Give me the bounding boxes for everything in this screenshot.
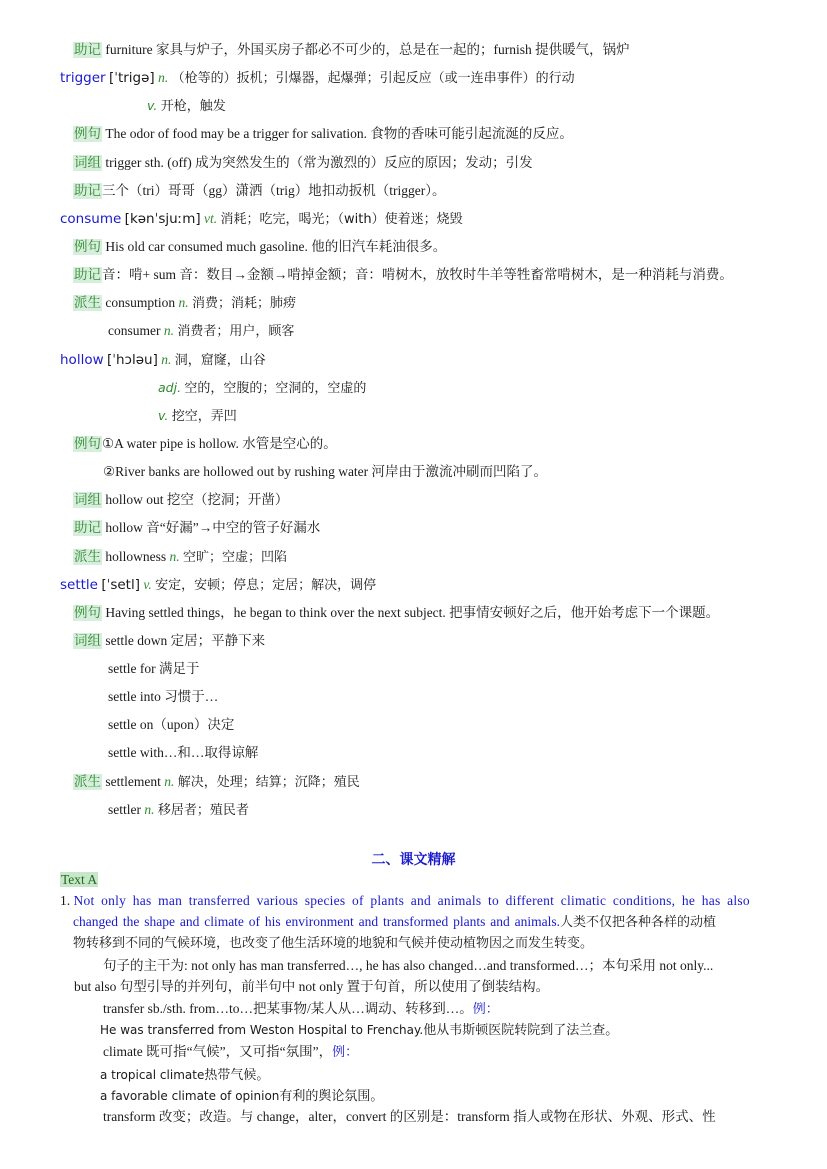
structure-text: but also 句型引导的并列句，前半句中 not only 置于句首，所以使用了倒装结构。 [74,979,550,994]
part-of-speech: n. [158,70,169,85]
definition: 解决，处理；结算；沉降；殖民 [177,775,360,790]
phrase-line [73,154,533,172]
phrase-tag: 词组 [74,492,101,508]
derivative-word: settlement [105,774,161,789]
entry-trigger-header [60,69,575,88]
example-text: His old car consumed much gasoline. 他的旧汽车耗油很多。 [105,239,447,254]
note-text: transform 改变；改造。与 change，alter，convert 的区别是：transform 指人或物在形状、外观、形式、性 [103,1109,716,1124]
part-of-speech: n. [163,323,174,338]
definition: 开枪，触发 [160,99,226,114]
definition: 挖空，弄凹 [171,409,237,424]
definition: 消耗；吃完，喝光；（with）使着迷；烧毁 [220,212,463,227]
example-label: 例： [472,1002,499,1017]
example-line [73,238,446,256]
example-line [73,435,337,453]
derivative-line [73,773,360,792]
structure-note-b [74,978,549,996]
derivative-word: consumption [105,295,176,310]
headword-consume: consume [60,211,122,227]
phrase-tag: 词组 [74,633,101,649]
derivative-line [73,548,287,567]
part-of-speech: n. [169,549,180,564]
phrase-text: hollow out 挖空（挖洞；开凿） [105,492,289,507]
definition: 消费；消耗；肺痨 [192,296,297,311]
example-chinese: 有利的舆论氛围。 [279,1089,384,1104]
mnemonic-text: hollow 音“好漏”→中空的管子好漏水 [105,520,321,535]
part-of-speech: vt. [204,211,218,226]
derivative-tag: 派生 [74,295,101,311]
section-title: 二、课文精解 [371,852,456,868]
item-number: 1. [60,893,71,908]
entry-hollow-verb [158,407,237,426]
example-english: He was transferred from Weston Hospital to Frenchay. [100,1023,424,1037]
phrase-text: settle into 习惯于… [108,689,219,704]
text-a-label: Text A [61,872,98,887]
example-text: The odor of food may be a trigger for salivation. 食物的香味可能引起流涎的反应。 [105,126,573,141]
phonetic: [kənˈsjuːm] [124,211,201,227]
part-of-speech: v. [143,577,152,592]
mnemonic-text: 三个（tri）哥哥（gg）潇洒（trig）地扣动扳机（trigger）。 [102,183,446,198]
mnemonic-line [73,519,320,537]
analysis-item-1-line-b [73,913,716,932]
analysis-item-1-line-c [73,934,593,953]
transfer-note [103,1000,499,1019]
climate-note [103,1043,358,1062]
phrase-text: trigger sth. (off) 成为突然发生的（常为激烈的）反应的原因；发动；引发 [105,155,533,170]
item-translation: 物转移到不同的气候环境，也改变了他生活环境的地貌和气候并使动植物因之而发生转变。 [73,936,594,951]
example-line [73,604,719,622]
example-tag: 例句 [74,239,101,255]
example-tag: 例句 [74,126,101,142]
part-of-speech: n. [144,802,155,817]
derivative-word: consumer [108,323,161,338]
phrase-tag: 词组 [74,155,101,171]
definition: （枪等的）扳机；引爆器，起爆弹；引起反应（或一连串事件）的行动 [171,71,575,86]
phonetic: [ˈtrigə] [108,70,155,86]
derivative-word: hollowness [105,549,167,564]
phonetic: [ˈsetl] [101,577,140,593]
phrase-line [108,688,218,706]
text-label-line [60,871,98,889]
derivative-line [108,801,249,820]
furniture-note: furniture 家具与炉子，外国买房子都必不可少的，总是在一起的；furnish 提供暖气，锅炉 [105,42,630,57]
derivative-tag: 派生 [74,549,101,565]
mnemonic-line [73,182,445,200]
example-tag: 例句 [74,605,101,621]
item-english: Not only has man transferred various species of plants and animals to different climatic conditions, he has also [73,893,750,908]
example-text: Having settled things，he began to think over the next subject. 把事情安顿好之后，他开始考虑下一个课题。 [105,605,720,620]
transfer-example [100,1021,618,1040]
item-english: changed the shape and climate of his environment and transformed plants and animals. [73,914,560,929]
part-of-speech: adj. [158,380,182,395]
example-tag: 例句 [74,436,101,452]
climate-example-1 [100,1066,269,1085]
example-text: ②River banks are hollowed out by rushing water 河岸由于激流冲刷而凹陷了。 [103,464,548,479]
item-translation: 人类不仅把各种各样的动植 [559,915,716,930]
definition: 空的，空腹的；空洞的，空虚的 [184,381,367,396]
structure-note-a [103,957,713,975]
entry-hollow-header [60,351,266,370]
mnemonic-tag: 助记 [74,183,101,199]
example-text: ①A water pipe is hollow. 水管是空心的。 [102,436,337,451]
phrase-text: settle down 定居；平静下来 [105,633,266,648]
phrase-text: settle on（upon）决定 [108,717,235,732]
phrase-line [108,660,199,678]
phonetic: [ˈhɔləu] [107,352,158,368]
phrase-line [108,716,234,734]
phrase-line [108,744,258,762]
note-text: transfer sb./sth. from…to…把某事物/某人从…调动、转移到…。 [103,1001,473,1016]
structure-text: 句子的主干为: not only has man transferred…, he has also changed…and transformed…；本句采用 not only... [103,958,714,973]
entry-trigger-verb [147,97,226,116]
mnemonic-line [73,41,630,59]
part-of-speech: n. [164,774,175,789]
definition: 洞，窟窿，山谷 [174,353,266,368]
mnemonic-tag: 助记 [74,42,101,58]
derivative-line [108,322,294,341]
part-of-speech: n. [178,295,189,310]
example-chinese: 热带气候。 [204,1068,270,1083]
part-of-speech: n. [161,352,172,367]
mnemonic-line [73,266,733,284]
transform-note [103,1108,716,1126]
climate-example-2 [100,1087,383,1106]
mnemonic-text: 音：啃+ sum 音：数目→金额→啃掉金额；音：啃树木，放牧时牛羊等牲畜常啃树木，是一种消耗与消费。 [102,267,733,282]
example-line [73,125,573,143]
phrase-text: settle with…和…取得谅解 [108,745,259,760]
part-of-speech: v. [158,408,169,423]
entry-hollow-adj [158,379,366,398]
headword-hollow: hollow [60,352,104,368]
phrase-line [73,632,265,650]
mnemonic-tag: 助记 [74,267,101,283]
headword-trigger: trigger [60,70,106,86]
definition: 安定，安顿；停息；定居；解决，调停 [155,578,377,593]
example-english: a tropical climate [100,1068,205,1082]
phrase-line [73,491,288,509]
phrase-text: settle for 满足于 [108,661,200,676]
note-text: climate 既可指“气候”，又可指“氛围”， [103,1044,333,1059]
part-of-speech: v. [147,98,158,113]
definition: 空旷；空虚；凹陷 [183,550,288,565]
mnemonic-tag: 助记 [74,520,101,536]
definition: 移居者；殖民者 [157,803,249,818]
entry-settle-header [60,576,376,595]
definition: 消费者；用户，顾客 [177,324,295,339]
derivative-word: settler [108,802,141,817]
entry-consume-header [60,210,463,229]
derivative-line [73,294,296,313]
example-line [103,463,547,481]
analysis-item-1-line-a [60,892,770,910]
headword-settle: settle [60,577,98,593]
example-english: a favorable climate of opinion [100,1089,280,1103]
derivative-tag: 派生 [74,774,101,790]
example-chinese: 他从韦斯顿医院转院到了法兰查。 [423,1023,619,1038]
example-label: 例： [332,1045,359,1060]
